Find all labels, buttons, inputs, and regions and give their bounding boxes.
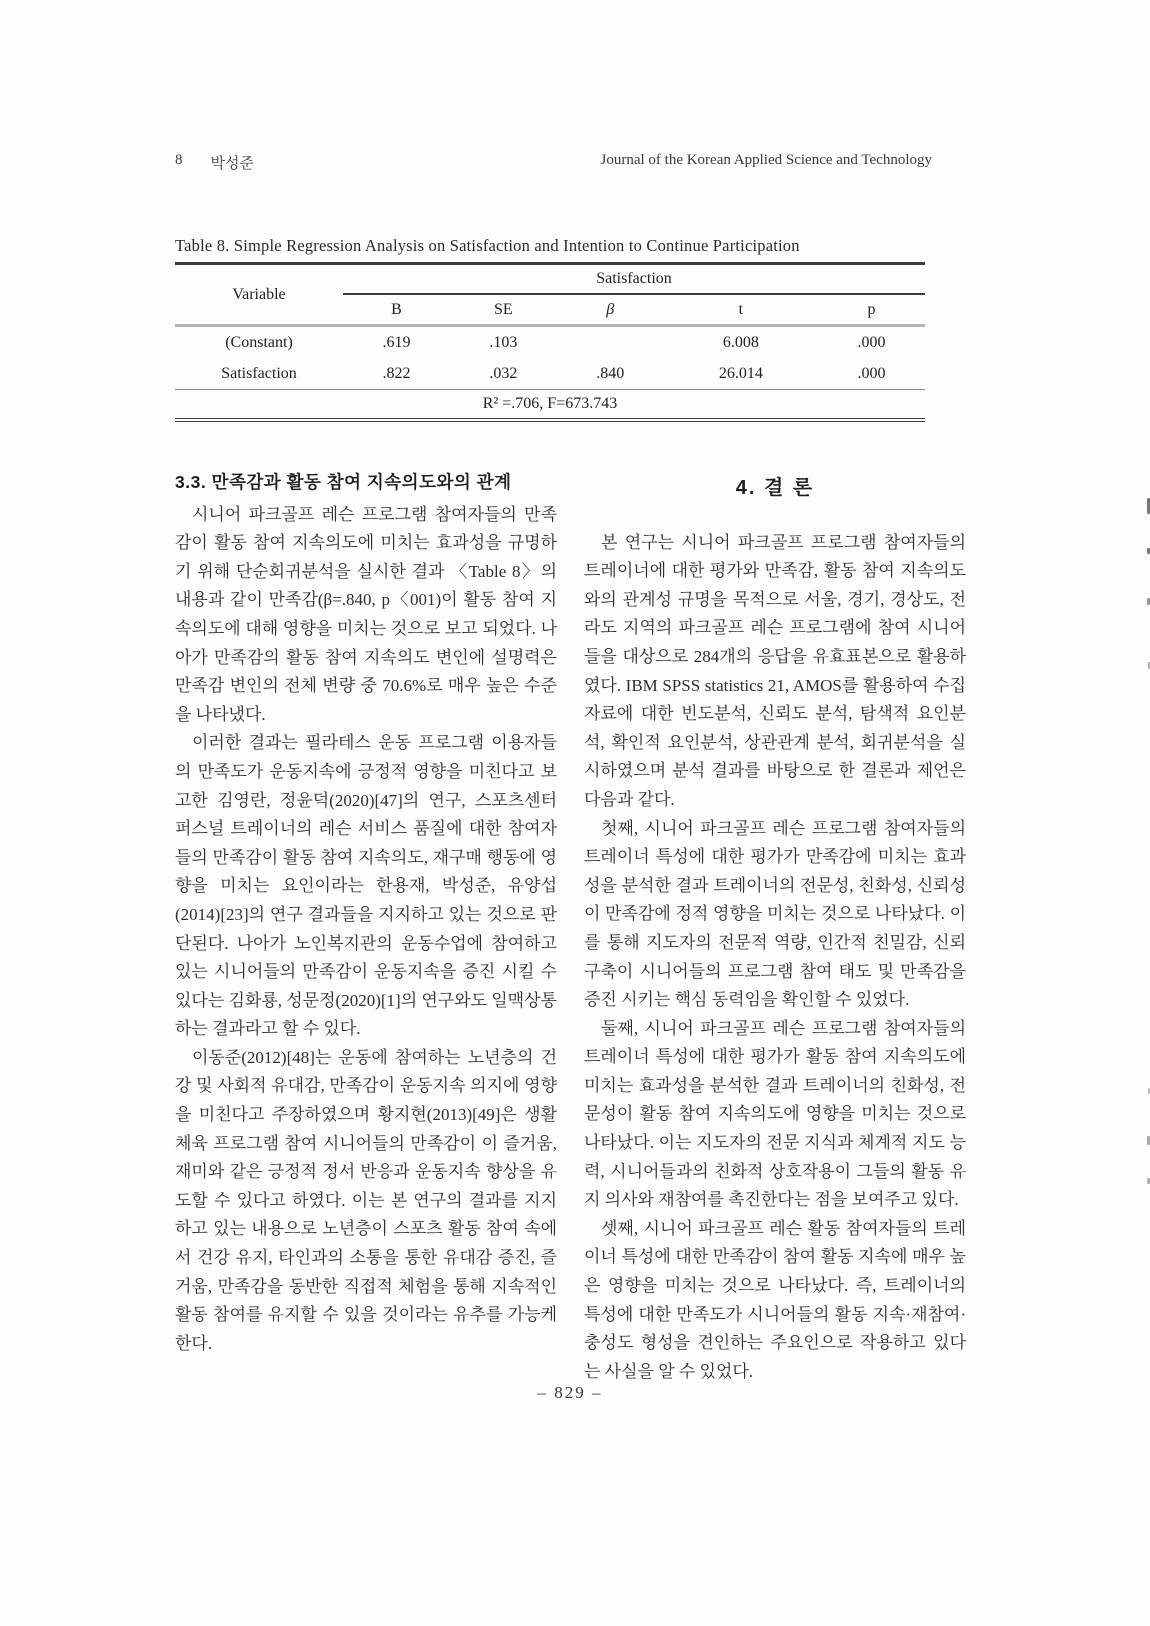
- right-column: [584, 468, 966, 1386]
- header-page-number: 8: [175, 152, 183, 168]
- table-caption: Table 8. Simple Regression Analysis on Satisfaction and Intention to Continue Participation: [175, 236, 800, 255]
- cell-beta: .840: [596, 364, 625, 382]
- cell-p: .000: [857, 364, 886, 382]
- model-fit-stats: R² =.706, F=673.743: [175, 390, 925, 421]
- body-paragraph: 이동준(2012)[48]는 운동에 참여하는 노년층의 건강 및 사회적 유대감, 만족감이 운동지속 의지에 영향을 미친다고 주장하였으며 황지현(2013)[49]은 생활체육 프로그램 참여 시니어들의 만족감이 이 즐거움, 재미와 같은 긍정적 정서 반응과 운동지속 향상을 유도할 수 있다고 하였다. 이는 본 연구의 결과를 지지하고 있는 내용으로 노년층이 스포츠 활동 참여 속에서 건강 유지, 타인과의 소통을 통한 유대감 증진, 즐거움, 만족감을 동반한 직접적 체험을 통해 지속적인 활동 참여를 유지할 수 있을 것이라는 유추를 가능케 한다.: [175, 1047, 557, 1353]
- cell-beta: [557, 326, 664, 359]
- table-footer-row: [175, 390, 925, 421]
- col-header-b: B: [343, 294, 450, 326]
- cell-se: .032: [489, 364, 518, 382]
- col-header-t: t: [664, 294, 818, 326]
- cell-t: 6.008: [722, 333, 759, 351]
- table-row: [175, 358, 925, 390]
- author-name: 박성준: [210, 156, 254, 172]
- table-row-header: Variable: [175, 264, 343, 326]
- body-paragraph: 본 연구는 시니어 파크골프 프로그램 참여자들의 트레이너에 대한 평가와 만족감, 활동 참여 지속의도와의 관계성 규명을 목적으로 서울, 경기, 경상도, 전라도 지역의 파크골프 레슨 프로그램에 참여 시니어들을 대상으로 284개의 응답을 유효표본으로 활용하였다. IBM SPSS statistics 21, AMOS를 활용하여 수집자료에 대한 빈도분석, 신뢰도 분석, 탐색적 요인분석, 확인적 요인분석, 상관관계 분석, 회귀분석을 실시하였으며 분석 결과를 바탕으로 한 결론과 제언은 다음과 같다.: [584, 532, 966, 809]
- cell-b: .822: [382, 364, 411, 382]
- col-header-se: SE: [450, 294, 557, 326]
- journal-title: Journal of the Korean Applied Science and Technology: [600, 152, 932, 168]
- col-header-beta: β: [557, 294, 664, 326]
- body-paragraph: 시니어 파크골프 레슨 프로그램 참여자들의 만족감이 활동 참여 지속의도에 미치는 효과성을 규명하기 위해 단순회귀분석을 실시한 결과 〈Table 8〉의 내용과 같이 만족감(β=.840, p〈001)이 활동 참여 지속의도에 대해 영향을 미치는 것으로 보고 되었다. 나아가 만족감의 활동 참여 지속의도 변인에 설명력은 만족감 변인의 전체 변량 중 70.6%로 매우 높은 수준을 나타냈다.: [175, 504, 557, 724]
- regression-table: [175, 262, 925, 422]
- cell-p: .000: [857, 333, 886, 351]
- left-column: [175, 468, 557, 1358]
- table-group-header-row: [175, 264, 925, 295]
- cell-se: .103: [489, 333, 518, 351]
- body-paragraph: 셋째, 시니어 파크골프 레슨 활동 참여자들의 트레이너 특성에 대한 만족감이 참여 활동 지속에 매우 높은 영향을 미치는 것으로 나타났다. 즉, 트레이너의 특성에 대한 만족도가 시니어들의 활동 지속·재참여·충성도 형성을 견인하는 주요인으로 작용하고 있다는 사실을 알 수 있었다.: [584, 1218, 966, 1381]
- body-paragraph: 둘째, 시니어 파크골프 레슨 프로그램 참여자들의 트레이너 특성에 대한 평가가 활동 참여 지속의도에 미치는 효과성을 분석한 결과 트레이너의 친화성, 전문성이 활동 참여 지속의도에 영향을 미치는 것으로 나타났다. 이는 지도자의 전문 지식과 체계적 지도 능력, 시니어들과의 친화적 상호작용이 그들의 활동 유지 의사와 재참여를 촉진한다는 점을 보여주고 있다.: [584, 1018, 966, 1210]
- cell-t: 26.014: [718, 364, 763, 382]
- body-paragraph: 첫째, 시니어 파크골프 레슨 프로그램 참여자들의 트레이너 특성에 대한 평가가 만족감에 미치는 효과성을 분석한 결과 트레이너의 전문성, 친화성, 신뢰성이 만족감에 정적 영향을 미치는 것으로 나타났다. 이를 통해 지도자의 전문적 역량, 인간적 친밀감, 신뢰 구축이 시니어들의 프로그램 참여 태도 및 만족감을 증진 시키는 핵심 동력임을 확인할 수 있었다.: [584, 818, 966, 1010]
- footer-page-number: – 829 –: [537, 1383, 603, 1402]
- running-head: [175, 152, 932, 173]
- body-paragraph: 이러한 결과는 필라테스 운동 프로그램 이용자들의 만족도가 운동지속에 긍정적 영향을 미친다고 보고한 김영란, 정윤덕(2020)[47]의 연구, 스포츠센터 퍼스널 트레이너의 레슨 서비스 품질에 대한 참여자들의 만족감이 활동 참여 지속의도, 재구매 행동에 영향을 미치는 요인이라는 한용재, 박성준, 유양섭(2014)[23]의 연구 결과들을 지지하고 있는 것으로 판단된다. 나아가 노인복지관의 운동수업에 참여하고 있는 시니어들의 만족감이 운동지속을 증진 시킬 수 있다는 김화룡, 성문정(2020)[1]의 연구와도 일맥상통하는 결과라고 할 수 있다.: [175, 733, 557, 1039]
- col-header-p: p: [818, 294, 925, 326]
- table-group-header: Satisfaction: [343, 264, 925, 295]
- section-4-heading: 4. 결 론: [735, 477, 815, 499]
- row-variable: Satisfaction: [221, 364, 297, 382]
- row-variable: (Constant): [225, 333, 293, 351]
- section-3-3-heading: 3.3. 만족감과 활동 참여 지속의도와의 관계: [175, 472, 512, 492]
- cell-b: .619: [382, 333, 411, 351]
- table-row: [175, 326, 925, 359]
